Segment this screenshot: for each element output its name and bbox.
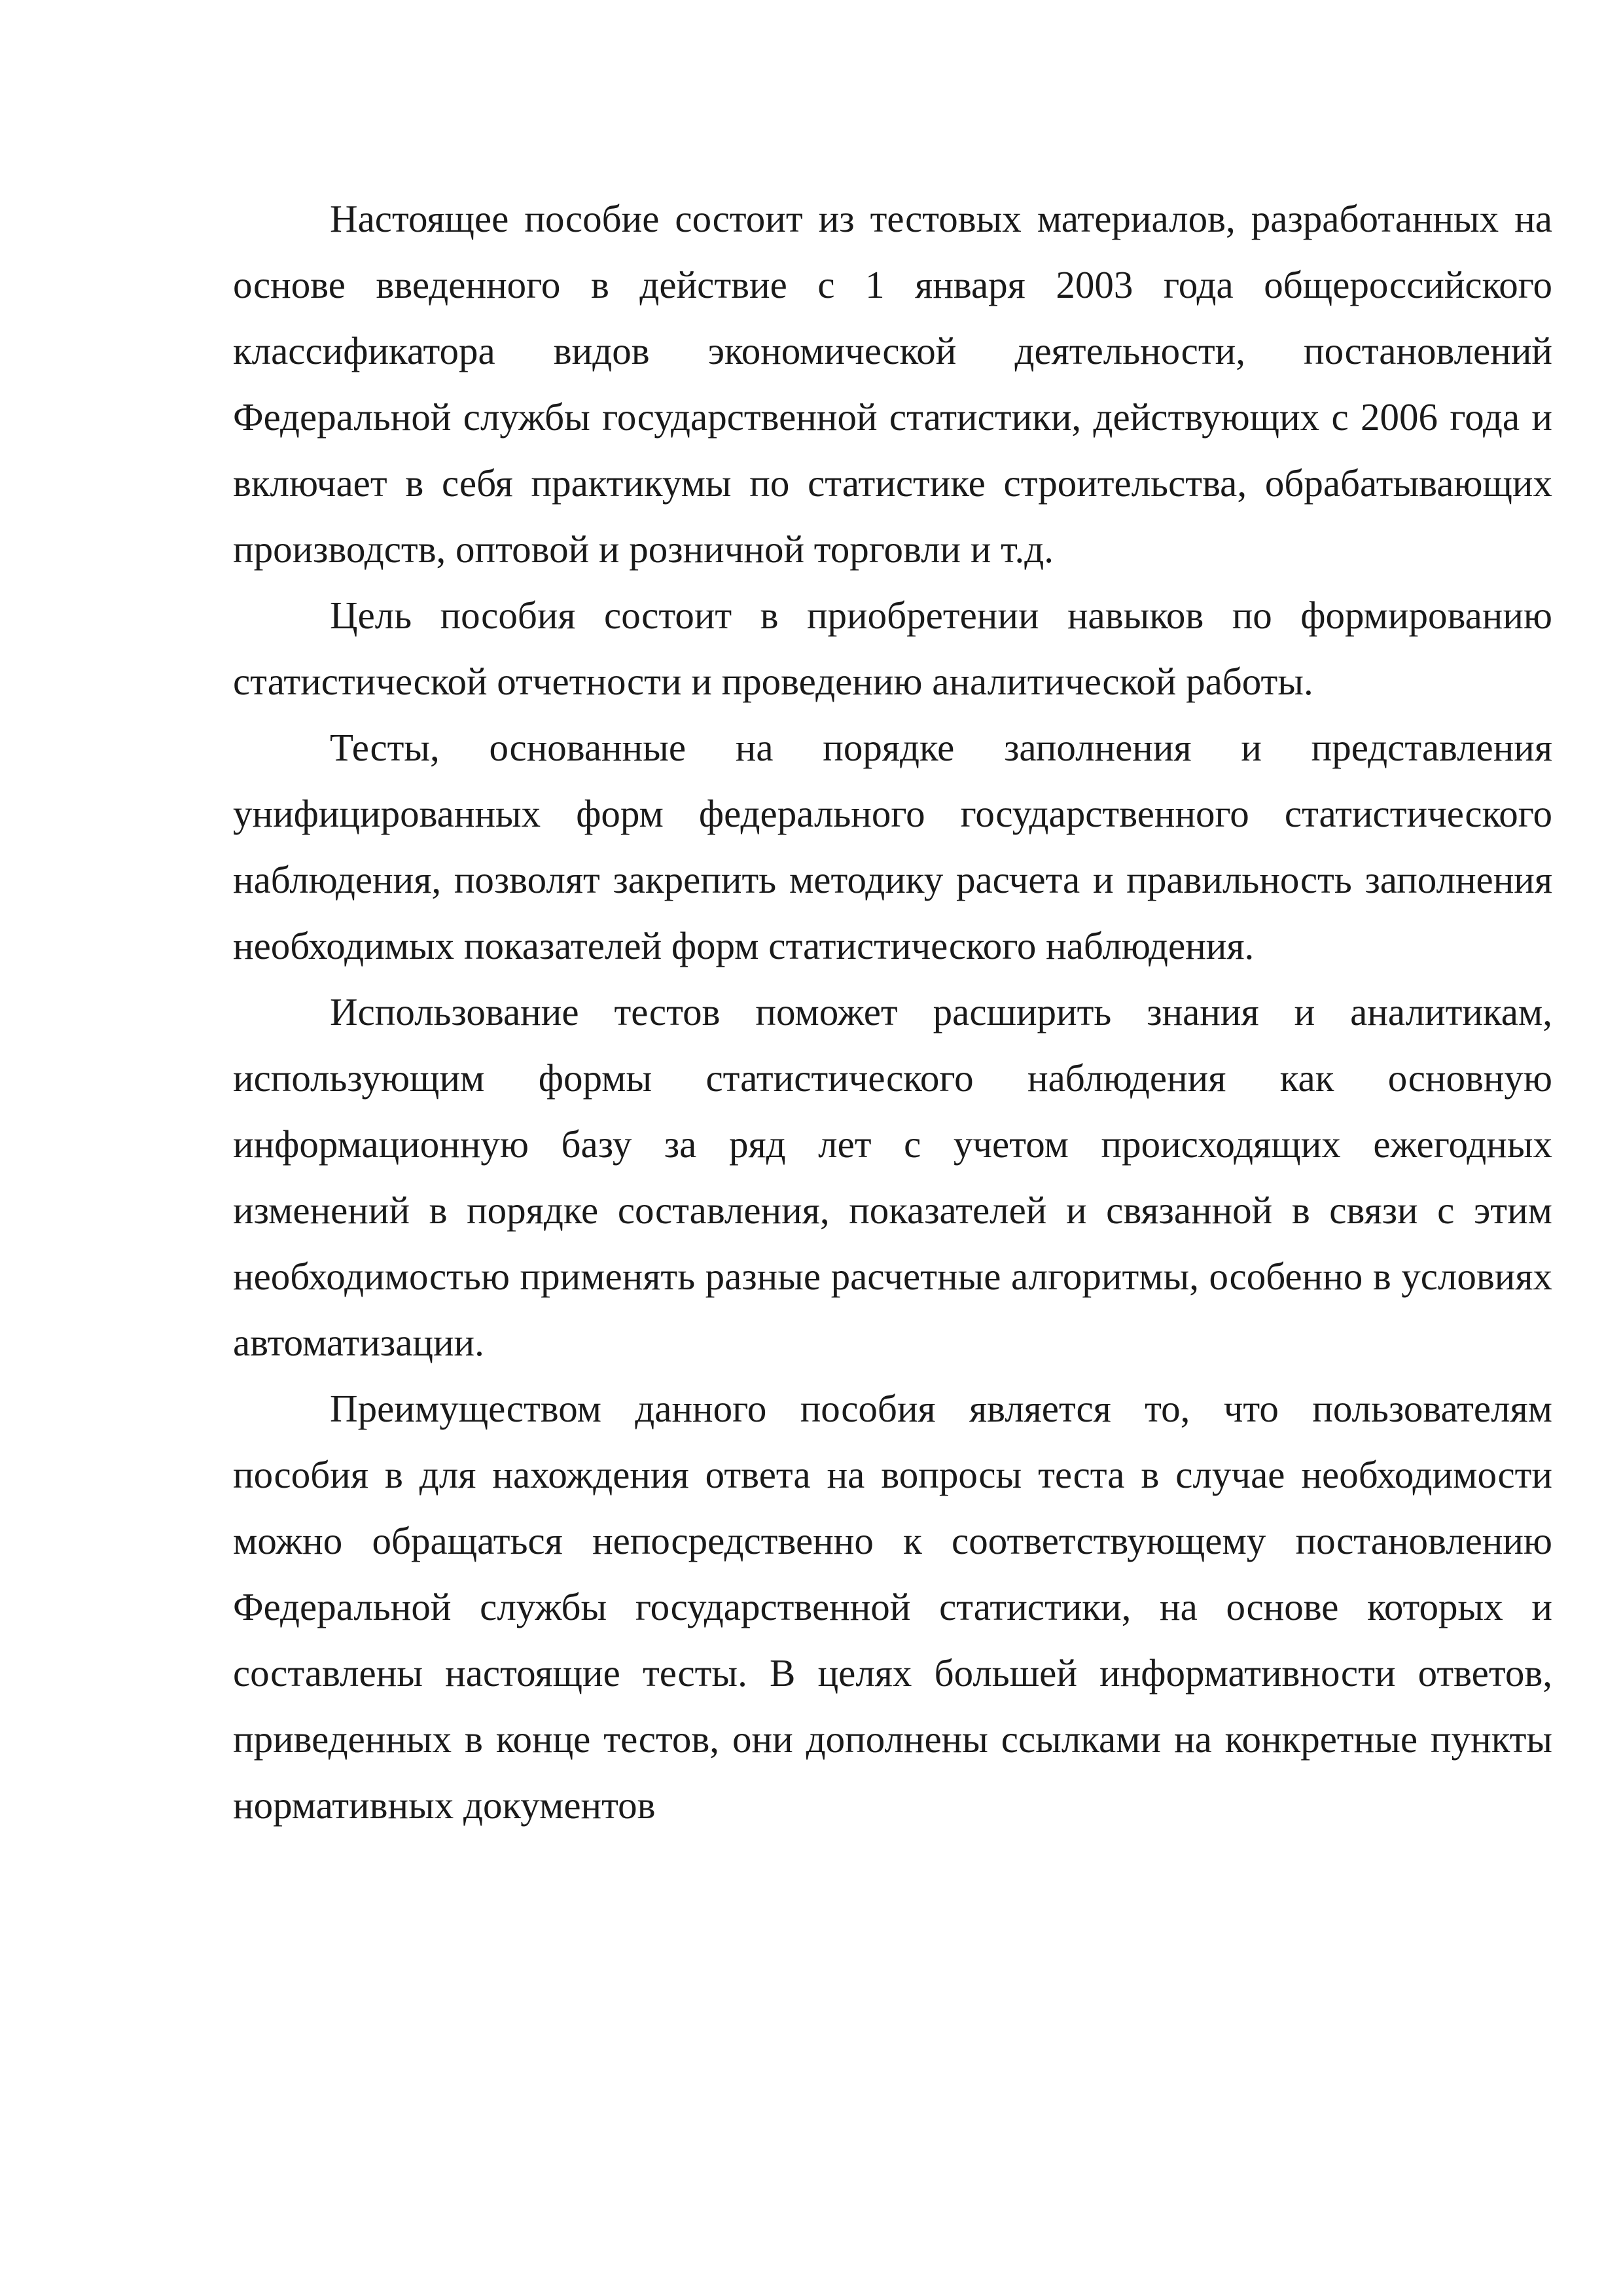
paragraph-goal: Цель пособия состоит в приобретении навыков по формированию статистической отчетности и проведению аналитической работы. [233, 594, 1552, 703]
body-text [233, 186, 1552, 1839]
paragraph-tests: Тесты, основанные на порядке заполнения и представления унифицированных форм федерального государственного статистического наблюдения, позволят закрепить методику расчета и правильность заполнения необходимых показателей форм статистического наблюдения. [233, 726, 1552, 967]
paragraph-intro: Настоящее пособие состоит из тестовых материалов, разработанных на основе введенного в действие с 1 января 2003 года общероссийского классификатора видов экономической деятельности, постановлений Федеральной службы государственной статистики, действующих с 2006 года и включает в себя практикумы по статистике строительства, обрабатывающих производств, оптовой и розничной торговли и т.д. [233, 197, 1552, 571]
paragraph-advantage: Преимуществом данного пособия является то, что пользователям пособия в для нахождения ответа на вопросы теста в случае необходимости можно обращаться непосредственно к соответствующему постановлению Федеральной службы государственной статистики, на основе которых и составлены настоящие тесты. В целях большей информативности ответов, приведенных в конце тестов, они дополнены ссылками на конкретные пункты нормативных документов [233, 1387, 1552, 1827]
paragraph-usage: Использование тестов поможет расширить знания и аналитикам, использующим формы статистического наблюдения как основную информационную базу за ряд лет с учетом происходящих ежегодных изменений в порядке составления, показателей и связанной в связи с этим необходимостью применять разные расчетные алгоритмы, особенно в условиях автоматизации. [233, 990, 1552, 1364]
